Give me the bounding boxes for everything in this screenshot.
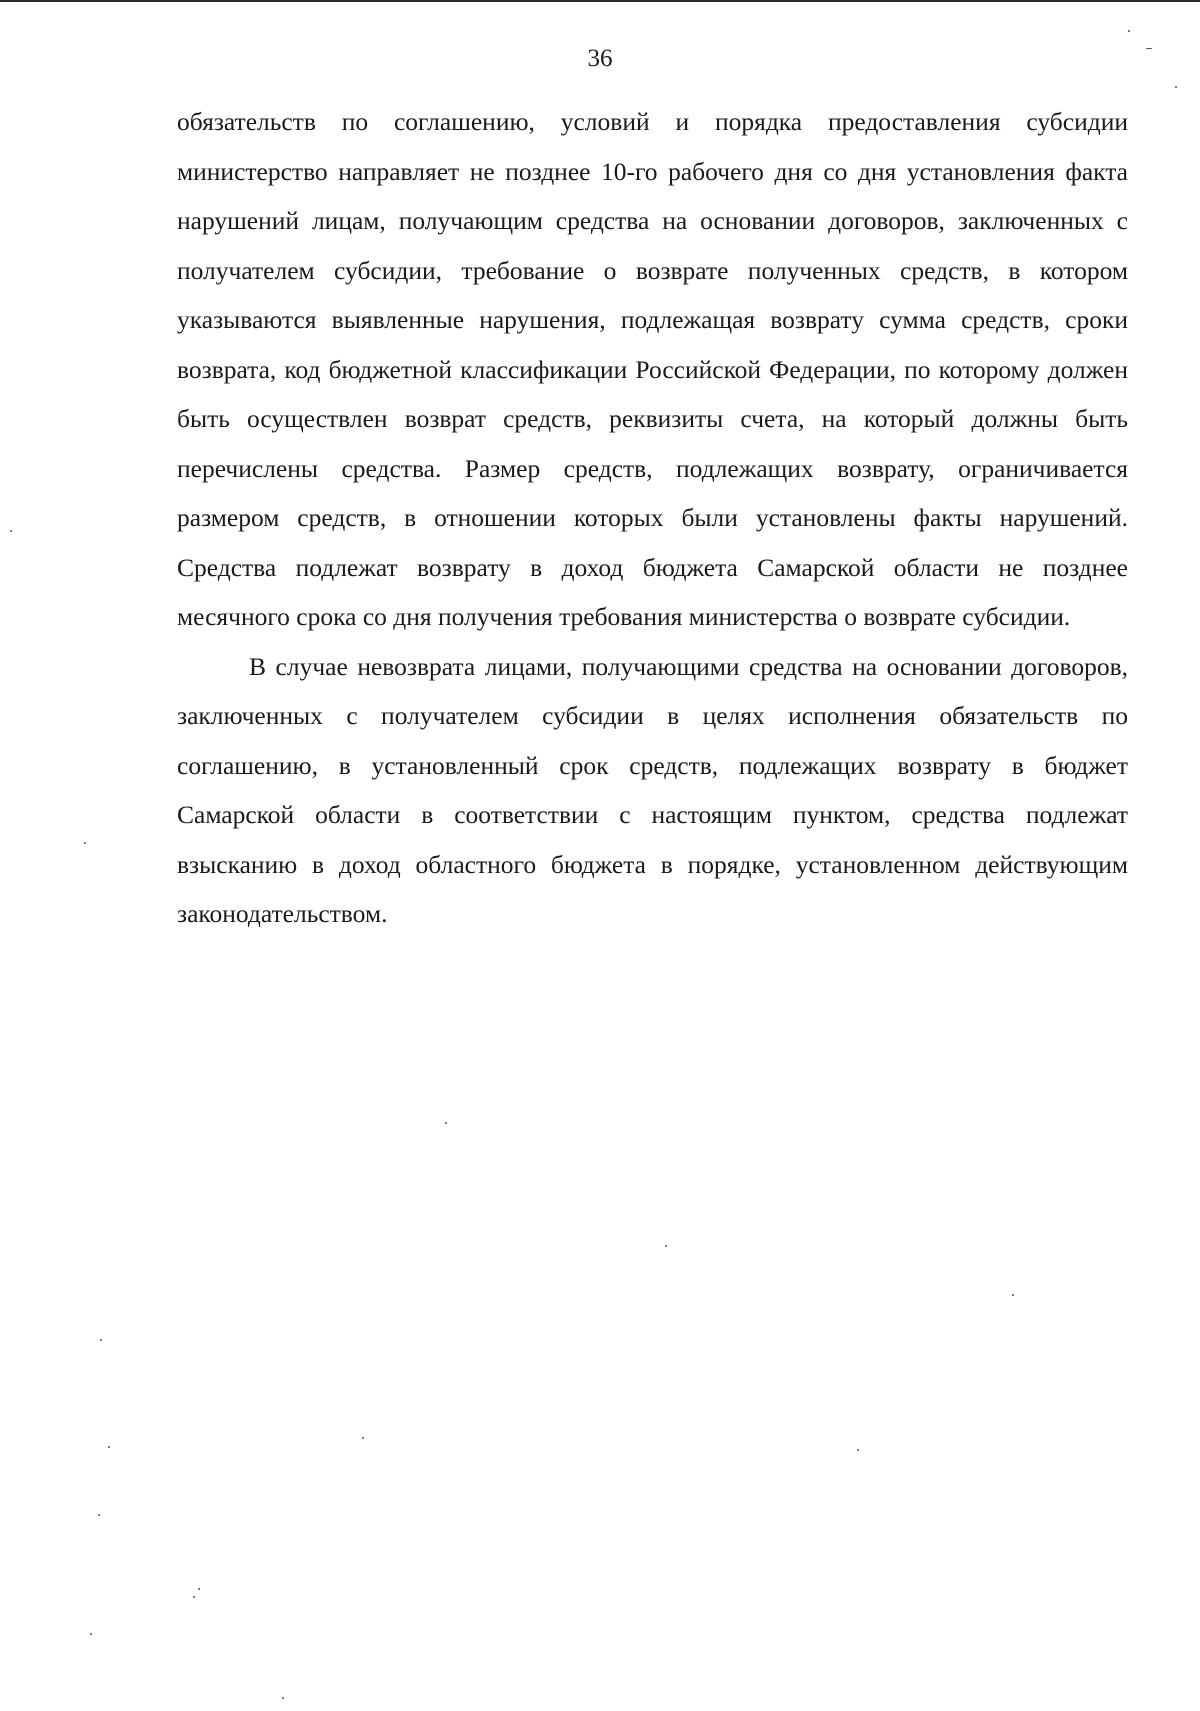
scan-top-edge-line xyxy=(0,0,1200,2)
scan-speck xyxy=(362,1437,364,1439)
body-paragraph-continued: обязательств по соглашению, условий и порядка предоставления субсидии министерство направляет не позднее 10-го рабочего дня со дня установления факта нарушений лицам, получающим средства на основании договоров, заключенных с получателем субсидии, требование о возврате полученных средств, в котором указываются выявленные нарушения, подлежащая возврату сумма средств, сроки возврата, код бюджетной классификации Российской Федерации, по которому должен быть осуществлен возврат средств, реквизиты счета, на который должны быть перечислены средства. Размер средств, подлежащих возврату, ограничивается размером средств, в отношении которых были установлены факты нарушений. Средства подлежат возврату в доход бюджета Самарской области не позднее месячного срока со дня получения требования министерства о возврате субсидии. xyxy=(177,107,1128,631)
scan-speck xyxy=(1012,1294,1014,1296)
scan-speck xyxy=(100,1339,102,1341)
page-number: 36 xyxy=(587,45,613,72)
scan-speck xyxy=(198,1588,200,1590)
scan-speck xyxy=(10,530,12,532)
scan-speck xyxy=(1146,48,1152,49)
scan-speck xyxy=(1128,30,1130,32)
scan-speck xyxy=(857,1449,859,1451)
scan-speck xyxy=(84,842,86,844)
scan-speck xyxy=(282,1697,284,1699)
document-body xyxy=(177,97,1128,939)
scan-speck xyxy=(108,1446,110,1448)
body-paragraph-nonreturn: В случае невозврата лицами, получающими средства на основании договоров, заключенных с получателем субсидии в целях исполнения обязательств по соглашению, в установленный срок средств, подлежащих возврату в бюджет Самарской области в соответствии с настоящим пунктом, средства подлежат взысканию в доход областного бюджета в порядке, установленном действующим законодательством. xyxy=(177,651,1128,928)
scan-speck xyxy=(445,1122,447,1124)
scan-speck xyxy=(90,1633,92,1635)
scan-speck xyxy=(193,1596,195,1598)
scan-speck xyxy=(665,1245,667,1247)
scan-speck xyxy=(98,1514,100,1516)
scan-speck xyxy=(1175,86,1177,88)
